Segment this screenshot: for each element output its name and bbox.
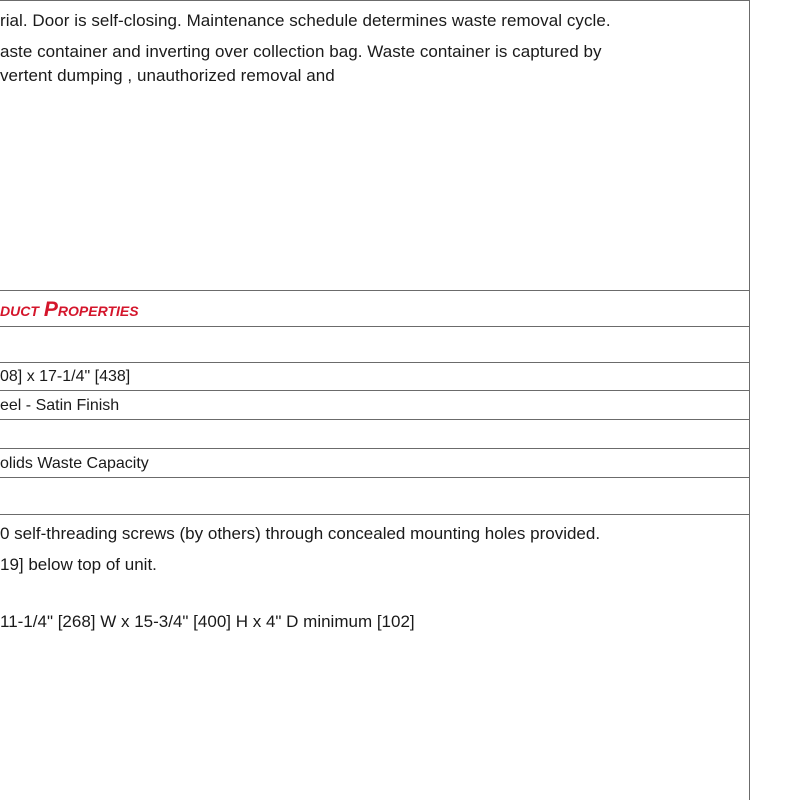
row-rule-6: [0, 514, 750, 515]
installation-line-3: 11-1/4" [268] W x 15-3/4" [400] H x 4" D minimum [102]: [0, 612, 415, 631]
title-cap: P: [43, 298, 58, 321]
section-bottom-rule: [0, 326, 750, 327]
row-rule-1: [0, 362, 750, 363]
installation-line-2: 19] below top of unit.: [0, 555, 157, 574]
property-row-material: eel - Satin Finish: [0, 397, 120, 414]
row-rule-5: [0, 477, 750, 478]
property-row-capacity: olids Waste Capacity: [0, 455, 149, 472]
top-rule: [0, 0, 750, 1]
right-border: [749, 0, 750, 800]
row-rule-2: [0, 390, 750, 391]
property-row-dimensions: 08] x 17-1/4" [438]: [0, 368, 131, 385]
section-top-rule: [0, 290, 750, 291]
description-line-1: rial. Door is self-closing. Maintenance schedule determines waste removal cycle.: [0, 11, 611, 30]
row-rule-4: [0, 448, 750, 449]
section-title-product-properties: [0, 298, 139, 323]
row-rule-3: [0, 419, 750, 420]
description-line-3: vertent dumping , unauthorized removal and: [0, 66, 335, 85]
description-line-2: aste container and inverting over collection bag. Waste container is captured by: [0, 42, 602, 61]
installation-line-1: 0 self-threading screws (by others) through concealed mounting holes provided.: [0, 524, 601, 543]
title-part-2: ROPERTIES: [57, 303, 139, 319]
title-part-1: DUCT: [0, 303, 39, 319]
